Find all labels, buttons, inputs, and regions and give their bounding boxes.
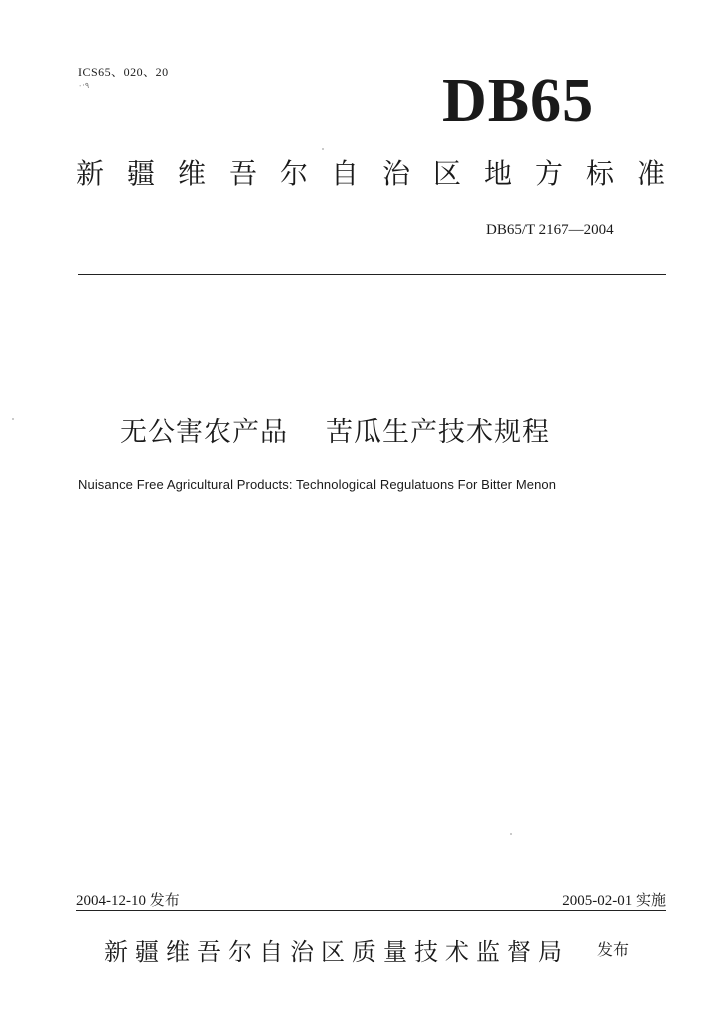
issuer-suffix: 发布 xyxy=(597,940,630,959)
ics-code: ICS65、020、20 xyxy=(78,65,169,79)
implement-date: 2005-02-01 实施 xyxy=(562,893,666,909)
standard-logo: DB65 xyxy=(442,67,595,135)
scan-speck xyxy=(12,418,14,420)
scan-speck xyxy=(322,148,324,150)
title-chinese-part1: 无公害农产品 xyxy=(120,417,288,448)
title-english: Nuisance Free Agricultural Products: Technological Regulatuons For Bitter Menon xyxy=(78,477,557,492)
standard-code: DB65/T 2167—2004 xyxy=(486,222,614,238)
ics-sub-mark: ٩·٠ xyxy=(78,81,90,90)
title-chinese xyxy=(120,410,550,449)
standard-name: 新疆维吾尔自治区地方标准 xyxy=(76,157,689,190)
issue-date: 2004-12-10 发布 xyxy=(76,893,180,909)
top-divider xyxy=(78,274,666,275)
scan-speck xyxy=(510,833,512,835)
bottom-divider xyxy=(76,910,666,911)
title-chinese-part2: 苦瓜生产技术规程 xyxy=(326,417,550,448)
issuing-authority: 新疆维吾尔自治区质量技术监督局 xyxy=(104,938,569,966)
